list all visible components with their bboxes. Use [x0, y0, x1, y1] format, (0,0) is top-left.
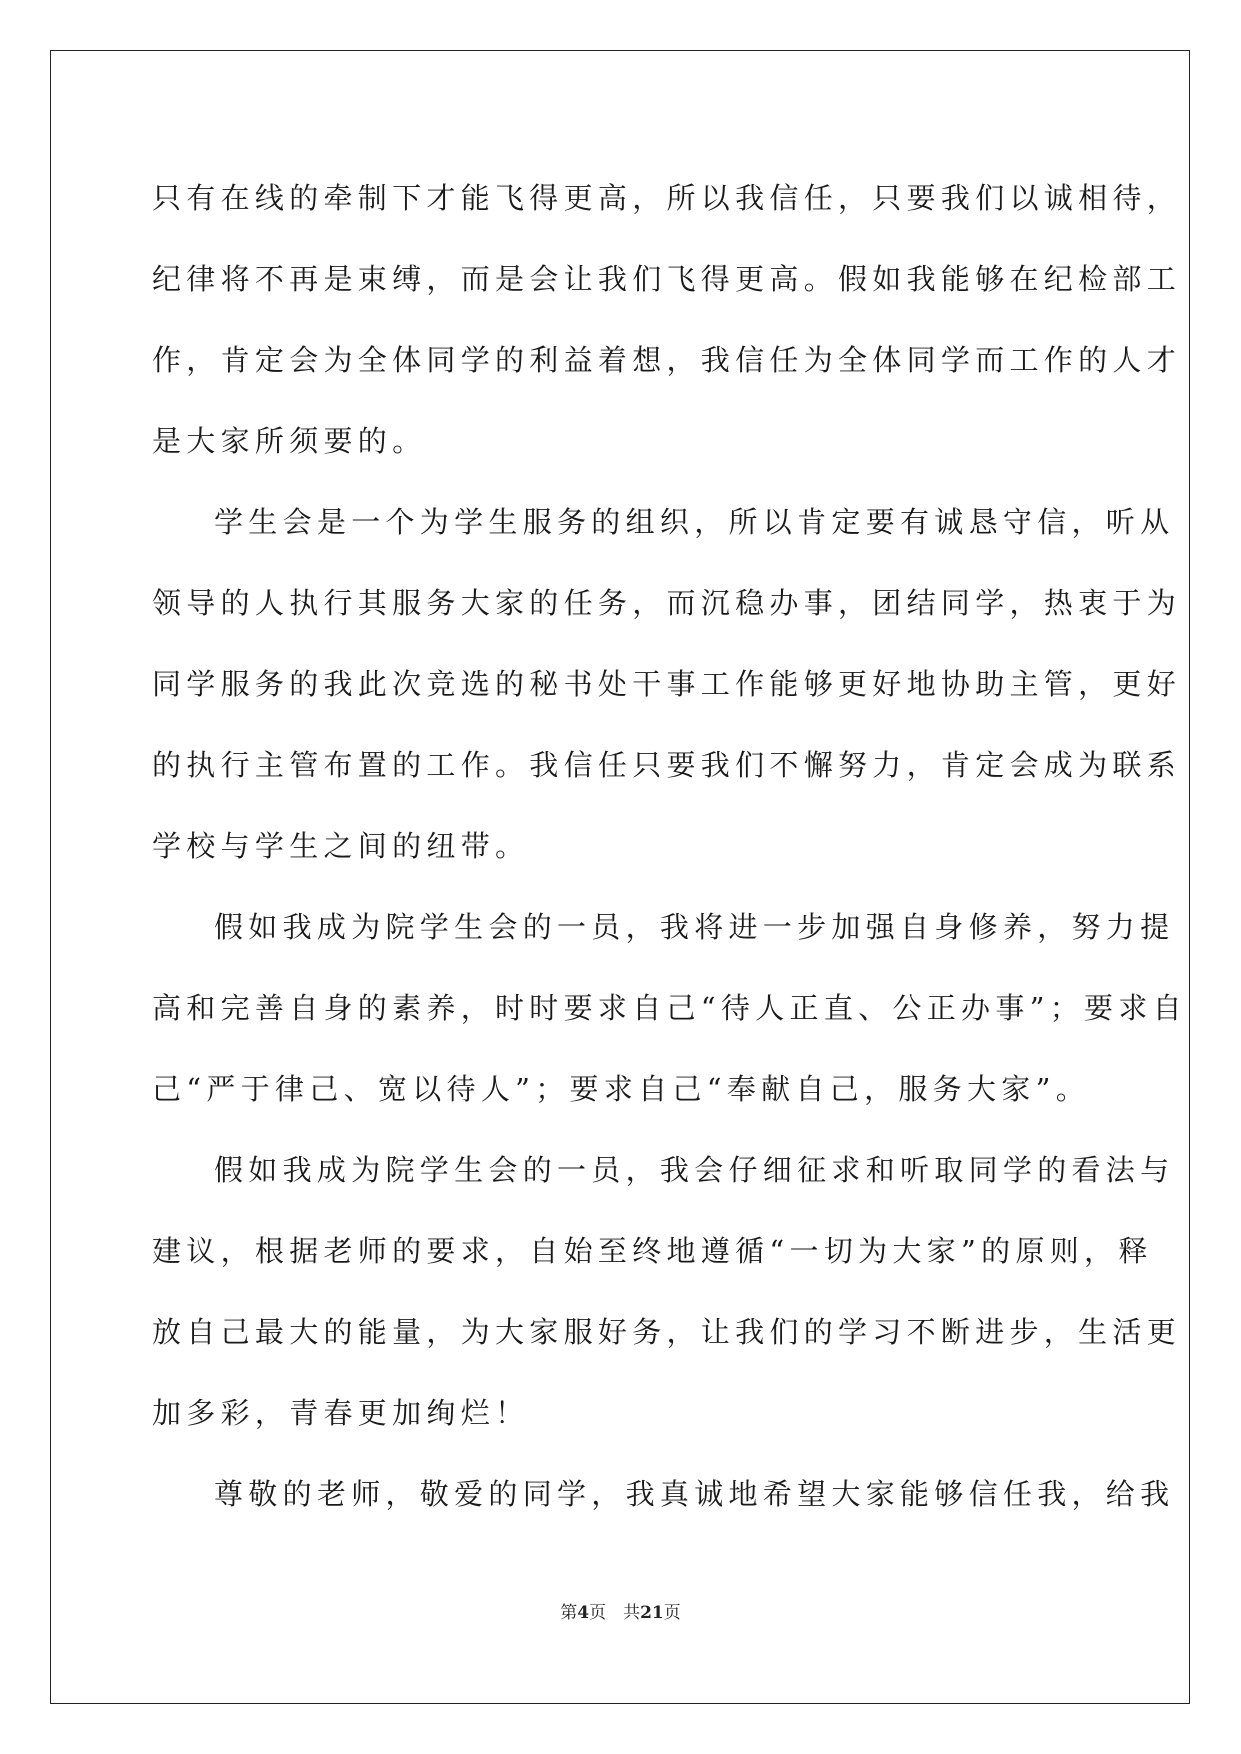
text-line: 只有在线的牵制下才能飞得更高，所以我信任，只要我们以诚相待， — [152, 181, 1182, 215]
text-line: 是大家所须要的。 — [152, 424, 427, 458]
current-page-number: 4 — [577, 1603, 590, 1623]
document-body — [152, 158, 1187, 1535]
text-line: 学校与学生之间的纽带。 — [152, 829, 530, 863]
text-line: 的执行主管布置的工作。我信任只要我们不懈努力，肯定会成为联系 — [152, 748, 1182, 782]
paragraph-start-line: 尊敬的老师，敬爱的同学，我真诚地希望大家能够信任我，给我 — [214, 1477, 1175, 1511]
footer-suffix: 页 — [663, 1603, 681, 1623]
text-line: 建议，根据老师的要求，自始至终地遵循“一切为大家”的原则，释 — [152, 1234, 1153, 1268]
paragraph-start-line: 假如我成为院学生会的一员，我将进一步加强自身修养，努力提 — [214, 910, 1175, 944]
text-line: 纪律将不再是束缚，而是会让我们飞得更高。假如我能够在纪检部工 — [152, 262, 1182, 296]
footer-mid: 页 共 — [589, 1603, 641, 1623]
paragraph-start-line: 假如我成为院学生会的一员，我会仔细征求和听取同学的看法与 — [214, 1153, 1175, 1187]
page-footer — [0, 1598, 1241, 1623]
footer-prefix: 第 — [560, 1603, 578, 1623]
paragraph-start-line: 学生会是一个为学生服务的组织，所以肯定要有诚恳守信，听从 — [214, 505, 1175, 539]
text-line: 放自己最大的能量，为大家服好务，让我们的学习不断进步，生活更 — [152, 1315, 1182, 1349]
text-line: 加多彩，青春更加绚烂！ — [152, 1396, 530, 1430]
text-line: 己“严于律己、宽以待人”；要求自己“奉献自己，服务大家”。 — [152, 1072, 1091, 1106]
total-pages-number: 21 — [640, 1603, 664, 1623]
text-line: 高和完善自身的素养，时时要求自己“待人正直、公正办事”；要求自 — [152, 991, 1187, 1025]
text-line: 作，肯定会为全体同学的利益着想，我信任为全体同学而工作的人才 — [152, 343, 1182, 377]
text-line: 同学服务的我此次竞选的秘书处干事工作能够更好地协助主管，更好 — [152, 667, 1182, 701]
text-line: 领导的人执行其服务大家的任务，而沉稳办事，团结同学，热衷于为 — [152, 586, 1182, 620]
